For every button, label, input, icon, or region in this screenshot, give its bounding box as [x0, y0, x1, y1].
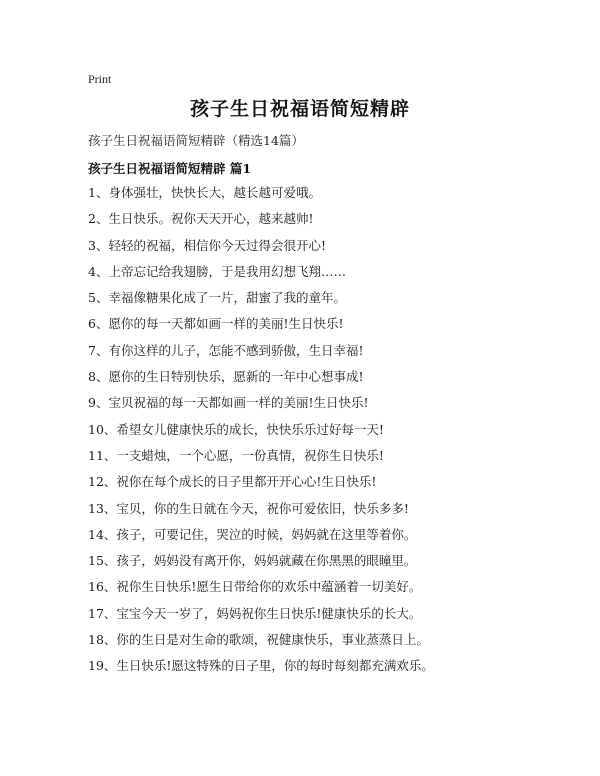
- list-item: 13、宝贝，你的生日就在今天，祝你可爱依旧，快乐多多!: [88, 500, 409, 516]
- section-heading: 孩子生日祝福语简短精辟 篇1: [88, 161, 252, 176]
- document-subtitle: 孩子生日祝福语简短精辟（精选14篇）: [88, 133, 304, 148]
- list-item: 9、宝贝祝福的每一天都如画一样的美丽!生日快乐!: [88, 395, 369, 411]
- list-item: 18、你的生日是对生命的歌颂，祝健康快乐，事业蒸蒸日上。: [88, 632, 429, 648]
- wish-list: [88, 183, 568, 683]
- page-title: 孩子生日祝福语简短精辟: [189, 98, 410, 120]
- list-item: 7、有你这样的儿子，怎能不感到骄傲，生日幸福!: [88, 342, 364, 358]
- list-item: 1、身体强壮，快快长大，越长越可爱哦。: [88, 185, 321, 200]
- list-item: 10、希望女儿健康快乐的成长，快快乐乐过好每一天!: [88, 421, 384, 437]
- list-item: 5、幸福像糖果化成了一片，甜蜜了我的童年。: [88, 290, 346, 306]
- list-item: 3、轻轻的祝福，相信你今天过得会很开心!: [88, 237, 326, 253]
- list-item: 14、孩子，可要记住，哭泣的时候，妈妈就在这里等着你。: [88, 526, 417, 542]
- list-item: 19、生日快乐!愿这特殊的日子里，你的每时每刻都充满欢乐。: [88, 658, 434, 674]
- list-item: 8、愿你的生日特别快乐，愿新的一年中心想事成!: [88, 369, 364, 385]
- list-item: 12、祝你在每个成长的日子里都开开心心!生日快乐!: [88, 474, 377, 490]
- list-item: 15、孩子，妈妈没有离开你，妈妈就藏在你黑黑的眼瞳里。: [88, 553, 417, 569]
- print-label: Print: [88, 72, 112, 86]
- list-item: 6、愿你的每一天都如画一样的美丽!生日快乐!: [88, 316, 344, 332]
- list-item: 4、上帝忘记给我翅膀，于是我用幻想飞翔……: [88, 263, 346, 279]
- list-item: 17、宝宝今天一岁了，妈妈祝你生日快乐!健康快乐的长大。: [88, 605, 422, 621]
- list-item: 16、祝你生日快乐!愿生日带给你的欢乐中蕴涵着一切美好。: [88, 579, 422, 595]
- list-item: 11、一支蜡烛，一个心愿，一份真情，祝你生日快乐!: [88, 447, 384, 463]
- list-item: 2、生日快乐。祝你天天开心，越来越帅!: [88, 211, 314, 227]
